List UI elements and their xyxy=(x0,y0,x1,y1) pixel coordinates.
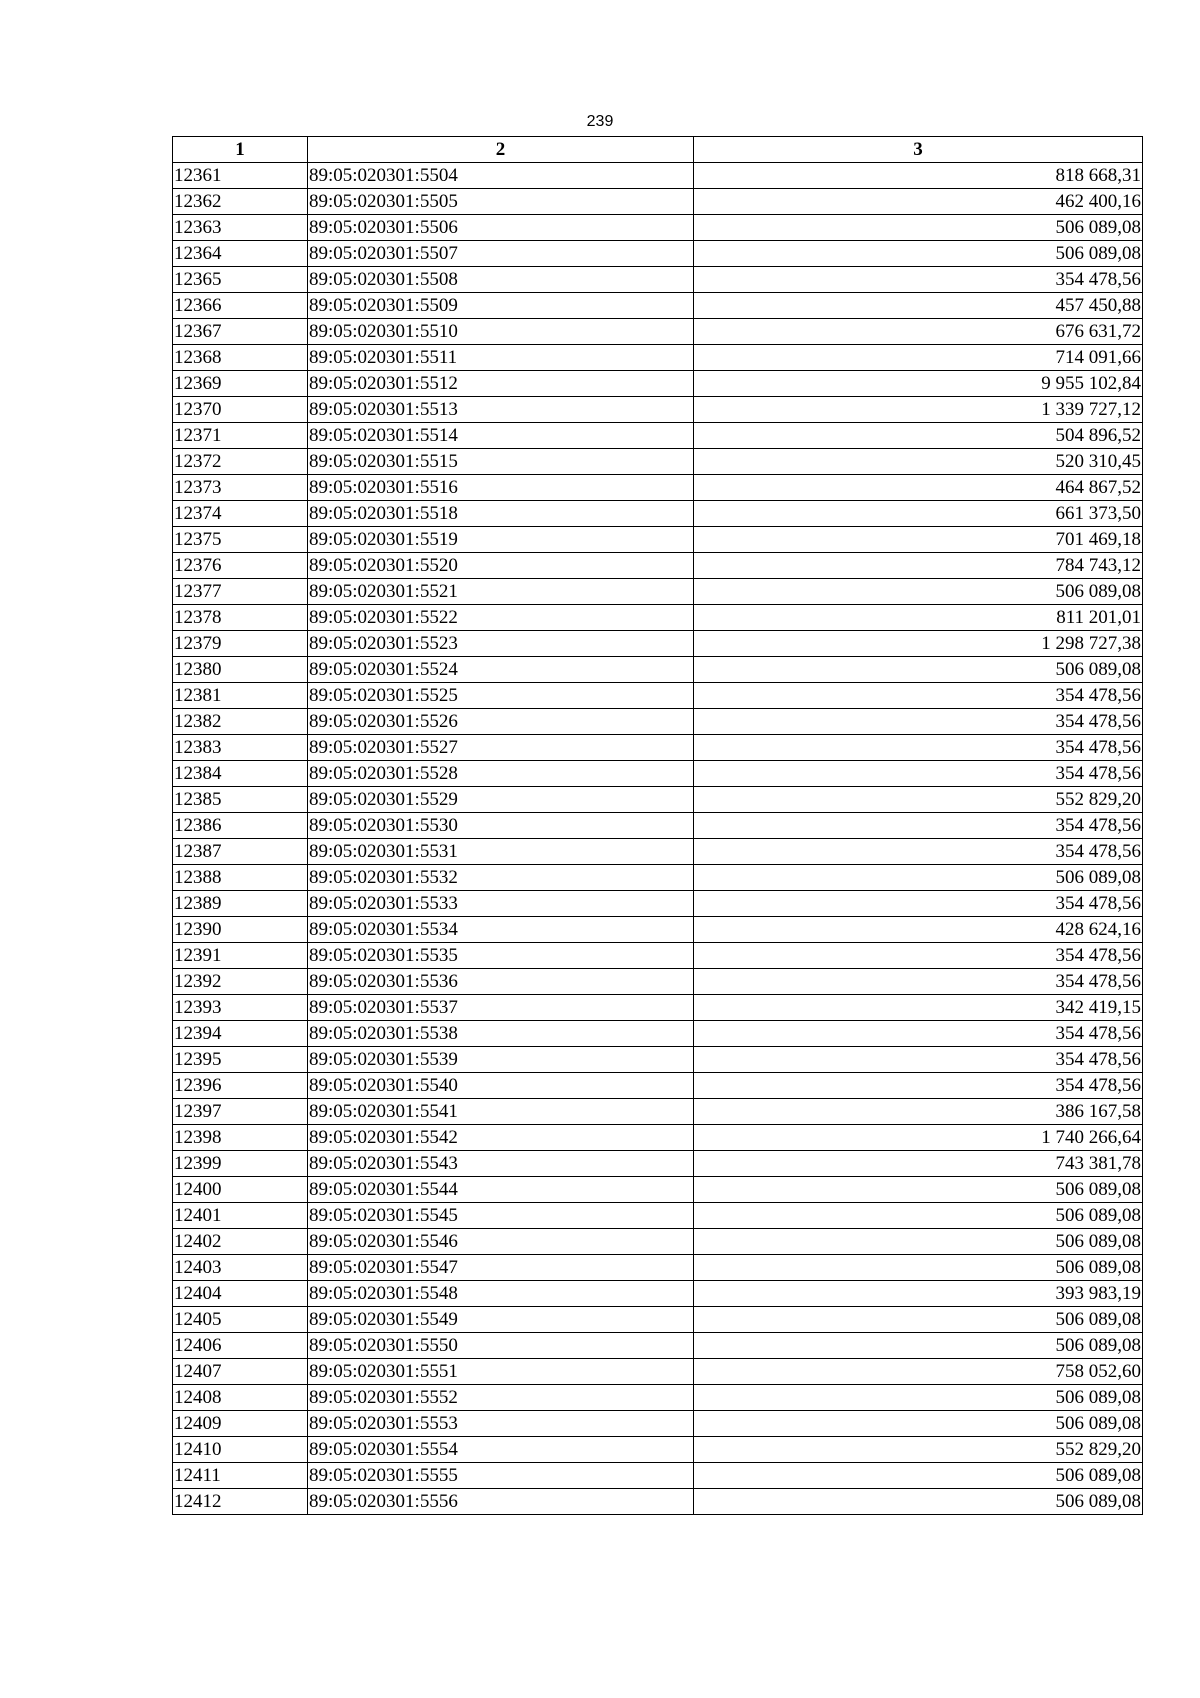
value-cell: 1 740 266,64 xyxy=(694,1125,1143,1151)
column-header-1: 1 xyxy=(173,137,308,163)
row-number-cell: 12366 xyxy=(173,293,308,319)
table-row xyxy=(173,1489,1143,1515)
cadastral-number-cell: 89:05:020301:5556 xyxy=(308,1489,694,1515)
cadastral-number-cell: 89:05:020301:5506 xyxy=(308,215,694,241)
row-number-cell: 12370 xyxy=(173,397,308,423)
row-number-cell: 12380 xyxy=(173,657,308,683)
table-row xyxy=(173,1151,1143,1177)
value-cell: 784 743,12 xyxy=(694,553,1143,579)
value-cell: 457 450,88 xyxy=(694,293,1143,319)
row-number-cell: 12373 xyxy=(173,475,308,501)
table-row xyxy=(173,371,1143,397)
row-number-cell: 12379 xyxy=(173,631,308,657)
cadastral-number-cell: 89:05:020301:5532 xyxy=(308,865,694,891)
table-row xyxy=(173,709,1143,735)
cadastral-number-cell: 89:05:020301:5538 xyxy=(308,1021,694,1047)
table-row xyxy=(173,1229,1143,1255)
row-number-cell: 12408 xyxy=(173,1385,308,1411)
table-row xyxy=(173,1463,1143,1489)
table-row xyxy=(173,345,1143,371)
cadastral-number-cell: 89:05:020301:5543 xyxy=(308,1151,694,1177)
value-cell: 552 829,20 xyxy=(694,1437,1143,1463)
cadastral-number-cell: 89:05:020301:5511 xyxy=(308,345,694,371)
value-cell: 354 478,56 xyxy=(694,709,1143,735)
value-cell: 701 469,18 xyxy=(694,527,1143,553)
value-cell: 354 478,56 xyxy=(694,761,1143,787)
value-cell: 506 089,08 xyxy=(694,579,1143,605)
cadastral-number-cell: 89:05:020301:5529 xyxy=(308,787,694,813)
row-number-cell: 12386 xyxy=(173,813,308,839)
table-row xyxy=(173,1177,1143,1203)
value-cell: 506 089,08 xyxy=(694,1463,1143,1489)
row-number-cell: 12369 xyxy=(173,371,308,397)
value-cell: 506 089,08 xyxy=(694,1307,1143,1333)
cadastral-number-cell: 89:05:020301:5555 xyxy=(308,1463,694,1489)
cadastral-number-cell: 89:05:020301:5552 xyxy=(308,1385,694,1411)
row-number-cell: 12361 xyxy=(173,163,308,189)
row-number-cell: 12387 xyxy=(173,839,308,865)
cadastral-number-cell: 89:05:020301:5515 xyxy=(308,449,694,475)
table-row xyxy=(173,267,1143,293)
table-row xyxy=(173,683,1143,709)
cadastral-number-cell: 89:05:020301:5513 xyxy=(308,397,694,423)
table-row xyxy=(173,475,1143,501)
table-row xyxy=(173,787,1143,813)
value-cell: 506 089,08 xyxy=(694,215,1143,241)
row-number-cell: 12384 xyxy=(173,761,308,787)
table-row xyxy=(173,1359,1143,1385)
value-cell: 758 052,60 xyxy=(694,1359,1143,1385)
row-number-cell: 12404 xyxy=(173,1281,308,1307)
table-row xyxy=(173,1047,1143,1073)
cadastral-number-cell: 89:05:020301:5540 xyxy=(308,1073,694,1099)
row-number-cell: 12406 xyxy=(173,1333,308,1359)
cadastral-number-cell: 89:05:020301:5509 xyxy=(308,293,694,319)
table-body xyxy=(173,163,1143,1515)
table-row xyxy=(173,735,1143,761)
cadastral-number-cell: 89:05:020301:5519 xyxy=(308,527,694,553)
value-cell: 354 478,56 xyxy=(694,943,1143,969)
value-cell: 354 478,56 xyxy=(694,683,1143,709)
value-cell: 506 089,08 xyxy=(694,1333,1143,1359)
table-row xyxy=(173,501,1143,527)
cadastral-number-cell: 89:05:020301:5507 xyxy=(308,241,694,267)
row-number-cell: 12388 xyxy=(173,865,308,891)
row-number-cell: 12372 xyxy=(173,449,308,475)
row-number-cell: 12364 xyxy=(173,241,308,267)
table-row xyxy=(173,1073,1143,1099)
value-cell: 506 089,08 xyxy=(694,1203,1143,1229)
cadastral-number-cell: 89:05:020301:5528 xyxy=(308,761,694,787)
cadastral-number-cell: 89:05:020301:5514 xyxy=(308,423,694,449)
row-number-cell: 12412 xyxy=(173,1489,308,1515)
table-row xyxy=(173,605,1143,631)
row-number-cell: 12402 xyxy=(173,1229,308,1255)
row-number-cell: 12397 xyxy=(173,1099,308,1125)
table-row xyxy=(173,553,1143,579)
table-header xyxy=(173,137,1143,163)
cadastral-number-cell: 89:05:020301:5544 xyxy=(308,1177,694,1203)
cadastral-number-cell: 89:05:020301:5539 xyxy=(308,1047,694,1073)
table-row xyxy=(173,631,1143,657)
row-number-cell: 12376 xyxy=(173,553,308,579)
row-number-cell: 12385 xyxy=(173,787,308,813)
cadastral-number-cell: 89:05:020301:5530 xyxy=(308,813,694,839)
value-cell: 464 867,52 xyxy=(694,475,1143,501)
value-cell: 354 478,56 xyxy=(694,969,1143,995)
row-number-cell: 12396 xyxy=(173,1073,308,1099)
value-cell: 354 478,56 xyxy=(694,891,1143,917)
cadastral-number-cell: 89:05:020301:5534 xyxy=(308,917,694,943)
row-number-cell: 12411 xyxy=(173,1463,308,1489)
cadastral-number-cell: 89:05:020301:5553 xyxy=(308,1411,694,1437)
row-number-cell: 12410 xyxy=(173,1437,308,1463)
row-number-cell: 12390 xyxy=(173,917,308,943)
cadastral-number-cell: 89:05:020301:5554 xyxy=(308,1437,694,1463)
table-row xyxy=(173,163,1143,189)
table-row xyxy=(173,1385,1143,1411)
table-row xyxy=(173,527,1143,553)
table-row xyxy=(173,1125,1143,1151)
table-row xyxy=(173,1021,1143,1047)
cadastral-number-cell: 89:05:020301:5533 xyxy=(308,891,694,917)
row-number-cell: 12398 xyxy=(173,1125,308,1151)
row-number-cell: 12400 xyxy=(173,1177,308,1203)
row-number-cell: 12383 xyxy=(173,735,308,761)
cadastral-number-cell: 89:05:020301:5527 xyxy=(308,735,694,761)
table-row xyxy=(173,1437,1143,1463)
row-number-cell: 12394 xyxy=(173,1021,308,1047)
row-number-cell: 12409 xyxy=(173,1411,308,1437)
value-cell: 504 896,52 xyxy=(694,423,1143,449)
value-cell: 354 478,56 xyxy=(694,735,1143,761)
row-number-cell: 12377 xyxy=(173,579,308,605)
value-cell: 552 829,20 xyxy=(694,787,1143,813)
row-number-cell: 12381 xyxy=(173,683,308,709)
table-row xyxy=(173,579,1143,605)
row-number-cell: 12374 xyxy=(173,501,308,527)
table-row xyxy=(173,397,1143,423)
row-number-cell: 12405 xyxy=(173,1307,308,1333)
cadastral-number-cell: 89:05:020301:5524 xyxy=(308,657,694,683)
table-row xyxy=(173,657,1143,683)
value-cell: 506 089,08 xyxy=(694,1385,1143,1411)
value-cell: 354 478,56 xyxy=(694,1073,1143,1099)
cadastral-number-cell: 89:05:020301:5546 xyxy=(308,1229,694,1255)
row-number-cell: 12378 xyxy=(173,605,308,631)
cadastral-number-cell: 89:05:020301:5547 xyxy=(308,1255,694,1281)
row-number-cell: 12399 xyxy=(173,1151,308,1177)
table-row xyxy=(173,1203,1143,1229)
register-table xyxy=(172,136,1143,1515)
row-number-cell: 12391 xyxy=(173,943,308,969)
value-cell: 9 955 102,84 xyxy=(694,371,1143,397)
column-header-3: 3 xyxy=(694,137,1143,163)
value-cell: 1 339 727,12 xyxy=(694,397,1143,423)
cadastral-number-cell: 89:05:020301:5537 xyxy=(308,995,694,1021)
cadastral-number-cell: 89:05:020301:5526 xyxy=(308,709,694,735)
table-row xyxy=(173,215,1143,241)
value-cell: 462 400,16 xyxy=(694,189,1143,215)
value-cell: 354 478,56 xyxy=(694,1021,1143,1047)
cadastral-number-cell: 89:05:020301:5504 xyxy=(308,163,694,189)
value-cell: 342 419,15 xyxy=(694,995,1143,1021)
value-cell: 714 091,66 xyxy=(694,345,1143,371)
cadastral-number-cell: 89:05:020301:5545 xyxy=(308,1203,694,1229)
table-row xyxy=(173,1333,1143,1359)
cadastral-number-cell: 89:05:020301:5521 xyxy=(308,579,694,605)
value-cell: 506 089,08 xyxy=(694,241,1143,267)
table-row xyxy=(173,423,1143,449)
table-row xyxy=(173,943,1143,969)
row-number-cell: 12375 xyxy=(173,527,308,553)
value-cell: 386 167,58 xyxy=(694,1099,1143,1125)
value-cell: 818 668,31 xyxy=(694,163,1143,189)
table-row xyxy=(173,1307,1143,1333)
value-cell: 676 631,72 xyxy=(694,319,1143,345)
value-cell: 506 089,08 xyxy=(694,1411,1143,1437)
table-row xyxy=(173,319,1143,345)
value-cell: 354 478,56 xyxy=(694,839,1143,865)
cadastral-number-cell: 89:05:020301:5541 xyxy=(308,1099,694,1125)
table-row xyxy=(173,1255,1143,1281)
row-number-cell: 12367 xyxy=(173,319,308,345)
value-cell: 520 310,45 xyxy=(694,449,1143,475)
table-row xyxy=(173,449,1143,475)
row-number-cell: 12362 xyxy=(173,189,308,215)
row-number-cell: 12382 xyxy=(173,709,308,735)
table-row xyxy=(173,917,1143,943)
row-number-cell: 12363 xyxy=(173,215,308,241)
value-cell: 506 089,08 xyxy=(694,1229,1143,1255)
cadastral-number-cell: 89:05:020301:5520 xyxy=(308,553,694,579)
table-row xyxy=(173,813,1143,839)
row-number-cell: 12401 xyxy=(173,1203,308,1229)
cadastral-number-cell: 89:05:020301:5512 xyxy=(308,371,694,397)
cadastral-number-cell: 89:05:020301:5531 xyxy=(308,839,694,865)
value-cell: 506 089,08 xyxy=(694,1177,1143,1203)
column-header-2: 2 xyxy=(308,137,694,163)
table-row xyxy=(173,1411,1143,1437)
value-cell: 354 478,56 xyxy=(694,1047,1143,1073)
value-cell: 393 983,19 xyxy=(694,1281,1143,1307)
cadastral-number-cell: 89:05:020301:5548 xyxy=(308,1281,694,1307)
header-row xyxy=(173,137,1143,163)
value-cell: 661 373,50 xyxy=(694,501,1143,527)
row-number-cell: 12395 xyxy=(173,1047,308,1073)
row-number-cell: 12389 xyxy=(173,891,308,917)
row-number-cell: 12371 xyxy=(173,423,308,449)
cadastral-number-cell: 89:05:020301:5549 xyxy=(308,1307,694,1333)
cadastral-number-cell: 89:05:020301:5550 xyxy=(308,1333,694,1359)
cadastral-number-cell: 89:05:020301:5551 xyxy=(308,1359,694,1385)
table-row xyxy=(173,969,1143,995)
table-row xyxy=(173,241,1143,267)
value-cell: 354 478,56 xyxy=(694,267,1143,293)
table-row xyxy=(173,293,1143,319)
value-cell: 506 089,08 xyxy=(694,1489,1143,1515)
row-number-cell: 12368 xyxy=(173,345,308,371)
row-number-cell: 12392 xyxy=(173,969,308,995)
table-row xyxy=(173,891,1143,917)
cadastral-number-cell: 89:05:020301:5525 xyxy=(308,683,694,709)
row-number-cell: 12403 xyxy=(173,1255,308,1281)
value-cell: 1 298 727,38 xyxy=(694,631,1143,657)
value-cell: 506 089,08 xyxy=(694,657,1143,683)
value-cell: 506 089,08 xyxy=(694,1255,1143,1281)
table-row xyxy=(173,761,1143,787)
value-cell: 506 089,08 xyxy=(694,865,1143,891)
cadastral-number-cell: 89:05:020301:5508 xyxy=(308,267,694,293)
cadastral-number-cell: 89:05:020301:5516 xyxy=(308,475,694,501)
value-cell: 354 478,56 xyxy=(694,813,1143,839)
cadastral-number-cell: 89:05:020301:5505 xyxy=(308,189,694,215)
cadastral-number-cell: 89:05:020301:5522 xyxy=(308,605,694,631)
value-cell: 428 624,16 xyxy=(694,917,1143,943)
cadastral-number-cell: 89:05:020301:5536 xyxy=(308,969,694,995)
table-row xyxy=(173,1099,1143,1125)
page-number: 239 xyxy=(586,113,614,130)
cadastral-number-cell: 89:05:020301:5542 xyxy=(308,1125,694,1151)
cadastral-number-cell: 89:05:020301:5518 xyxy=(308,501,694,527)
row-number-cell: 12393 xyxy=(173,995,308,1021)
cadastral-number-cell: 89:05:020301:5510 xyxy=(308,319,694,345)
cadastral-number-cell: 89:05:020301:5535 xyxy=(308,943,694,969)
value-cell: 811 201,01 xyxy=(694,605,1143,631)
cadastral-number-cell: 89:05:020301:5523 xyxy=(308,631,694,657)
value-cell: 743 381,78 xyxy=(694,1151,1143,1177)
table-row xyxy=(173,839,1143,865)
table-row xyxy=(173,189,1143,215)
row-number-cell: 12365 xyxy=(173,267,308,293)
table-row xyxy=(173,1281,1143,1307)
table-row xyxy=(173,865,1143,891)
row-number-cell: 12407 xyxy=(173,1359,308,1385)
table-row xyxy=(173,995,1143,1021)
